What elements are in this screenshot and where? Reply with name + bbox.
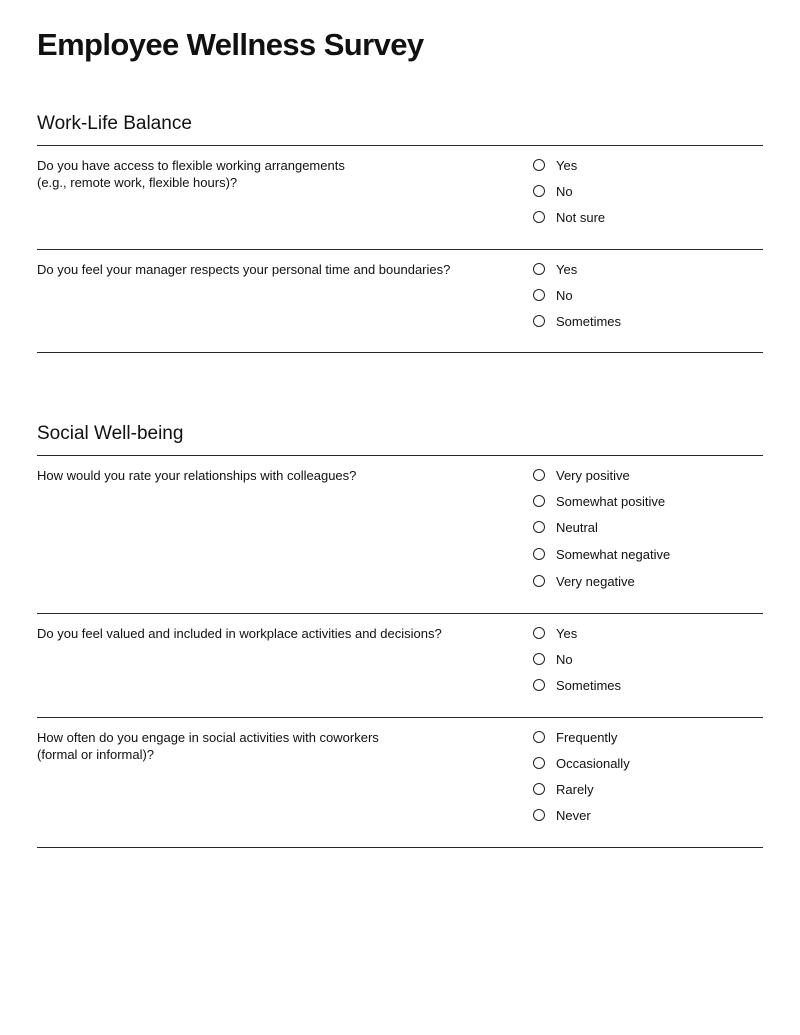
radio-option[interactable] [533, 286, 573, 304]
radio-option[interactable] [533, 572, 635, 590]
radio-button[interactable] [533, 783, 545, 795]
radio-option-label: Somewhat negative [556, 546, 671, 562]
question-divider [37, 613, 763, 614]
radio-option-label: Somewhat positive [556, 493, 666, 509]
radio-button[interactable] [533, 575, 545, 587]
radio-button[interactable] [533, 315, 545, 327]
radio-button[interactable] [533, 289, 545, 301]
radio-option-label: Frequently [556, 729, 618, 745]
radio-option-label: Very positive [556, 467, 630, 483]
question-text: How often do you engage in social activities with coworkers (formal or informal)? [37, 730, 379, 762]
radio-option-label: No [556, 287, 573, 303]
radio-option-label: No [556, 651, 573, 667]
question-text: Do you feel valued and included in workplace activities and decisions? [37, 626, 442, 641]
radio-option[interactable] [533, 182, 573, 200]
radio-button[interactable] [533, 495, 545, 507]
radio-option-label: Yes [556, 261, 578, 277]
radio-option-label: Yes [556, 157, 578, 173]
radio-option[interactable] [533, 650, 573, 668]
radio-button[interactable] [533, 185, 545, 197]
radio-button[interactable] [533, 469, 545, 481]
radio-button[interactable] [533, 263, 545, 275]
radio-option[interactable] [533, 466, 630, 484]
radio-button[interactable] [533, 548, 545, 560]
radio-option-label: Very negative [556, 573, 635, 589]
radio-option[interactable] [533, 260, 577, 278]
question-divider [37, 249, 763, 250]
question-divider [37, 717, 763, 718]
page-title: Employee Wellness Survey [37, 27, 424, 62]
radio-option-label: Not sure [556, 209, 606, 225]
radio-option[interactable] [533, 754, 630, 772]
radio-button[interactable] [533, 757, 545, 769]
radio-option-label: Neutral [556, 519, 598, 535]
section-end-divider [37, 352, 763, 353]
radio-option[interactable] [533, 545, 670, 563]
radio-option[interactable] [533, 676, 621, 694]
radio-option-label: Never [556, 807, 591, 823]
section-end-divider [37, 847, 763, 848]
radio-option-label: No [556, 183, 573, 199]
radio-option-label: Rarely [556, 781, 594, 797]
radio-option-label: Occasionally [556, 755, 630, 771]
section-title-social-well-being: Social Well-being [37, 423, 184, 444]
radio-button[interactable] [533, 211, 545, 223]
section-divider [37, 145, 763, 146]
radio-option[interactable] [533, 312, 621, 330]
radio-option[interactable] [533, 156, 577, 174]
radio-option[interactable] [533, 208, 605, 226]
radio-button[interactable] [533, 653, 545, 665]
radio-option[interactable] [533, 518, 598, 536]
radio-option-label: Sometimes [556, 677, 622, 693]
section-divider [37, 455, 763, 456]
question-text: How would you rate your relationships with colleagues? [37, 468, 357, 483]
radio-option[interactable] [533, 780, 594, 798]
radio-option-label: Sometimes [556, 313, 622, 329]
radio-option[interactable] [533, 624, 577, 642]
radio-button[interactable] [533, 627, 545, 639]
radio-button[interactable] [533, 159, 545, 171]
radio-button[interactable] [533, 521, 545, 533]
radio-option-label: Yes [556, 625, 578, 641]
radio-button[interactable] [533, 731, 545, 743]
question-text: Do you feel your manager respects your personal time and boundaries? [37, 262, 451, 277]
radio-button[interactable] [533, 679, 545, 691]
radio-option[interactable] [533, 492, 665, 510]
section-title-work-life-balance: Work-Life Balance [37, 113, 192, 134]
radio-button[interactable] [533, 809, 545, 821]
radio-option[interactable] [533, 806, 591, 824]
question-text: Do you have access to flexible working arrangements (e.g., remote work, flexible hours)? [37, 158, 345, 190]
radio-option[interactable] [533, 728, 617, 746]
